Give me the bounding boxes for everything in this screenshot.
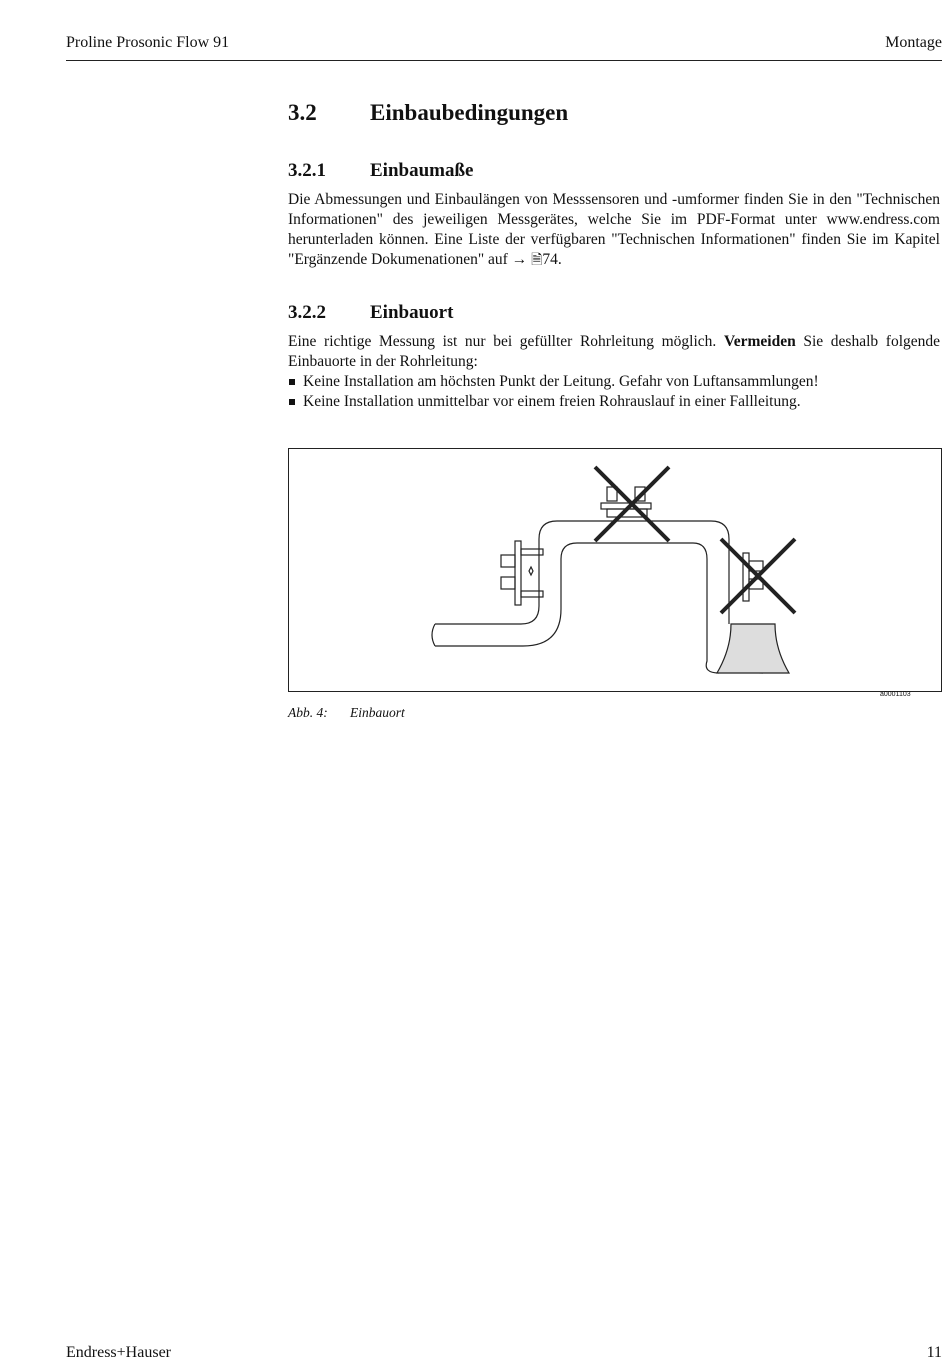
subsection-number: 3.2.1 [288, 160, 326, 181]
chapter-title: Montage [885, 34, 942, 51]
document-title: Proline Prosonic Flow 91 [66, 34, 230, 51]
subsection-title: Einbauort [370, 302, 454, 323]
x-mark-icon [595, 467, 795, 613]
bullet-list [288, 372, 940, 412]
footer-company: Endress+Hauser [66, 1344, 171, 1361]
caption-text: Einbauort [350, 705, 405, 720]
arrow-icon: → [511, 251, 528, 268]
bullet-icon [289, 379, 295, 385]
list-item: Keine Installation am höchsten Punkt der Leitung. Gefahr von Luftansammlungen! [288, 372, 940, 392]
installation-figure [288, 448, 942, 692]
main-content [288, 95, 940, 412]
page-reference-link[interactable]: 74. [542, 251, 562, 268]
caption-number: Abb. 4: [288, 705, 328, 720]
free-outlet [717, 624, 789, 673]
location-paragraph [288, 332, 940, 372]
pipe-end [432, 624, 435, 646]
subsection-title: Einbaumaße [370, 160, 474, 181]
subsection-heading-dimensions [288, 159, 940, 183]
subsection-heading-location [288, 301, 940, 325]
pipe-outline-inner [435, 543, 707, 646]
emphasis-word: Vermeiden [723, 333, 796, 350]
figure-code: a0001103 [880, 691, 911, 698]
pipe-diagram [289, 449, 943, 693]
page-header [66, 34, 942, 61]
section-title: Einbaubedingungen [370, 100, 569, 125]
dimensions-text: Die Abmessungen und Einbaulängen von Messsensoren und -umformer finden Sie in den "Technischen Informationen" des jeweiligen Messgerätes, welche Sie im PDF-Format unter www.endress.com herunterladen können. Eine Liste der verfügbaren "Technischen Informationen" finden Sie im Kapitel "Ergänzende Dokumenationen" auf [288, 191, 940, 268]
bullet-icon [289, 399, 295, 405]
subsection-number: 3.2.2 [288, 302, 326, 323]
dimensions-paragraph [288, 190, 940, 271]
page-reference-icon: 🗎 [531, 253, 543, 268]
list-item: Keine Installation unmittelbar vor einem freien Rohrauslauf in einer Fallleitung. [288, 392, 940, 412]
section-heading [288, 95, 940, 135]
figure-caption [288, 705, 405, 721]
location-text-cont: Sie deshalb folgende Einbauorte in der Rohrleitung: [288, 333, 941, 370]
section-number: 3.2 [288, 100, 317, 125]
location-text: Eine richtige Messung ist nur bei gefüllter Rohrleitung möglich. [288, 333, 717, 350]
pipe-outline-outer [435, 521, 729, 624]
page-number: 11 [926, 1344, 942, 1361]
